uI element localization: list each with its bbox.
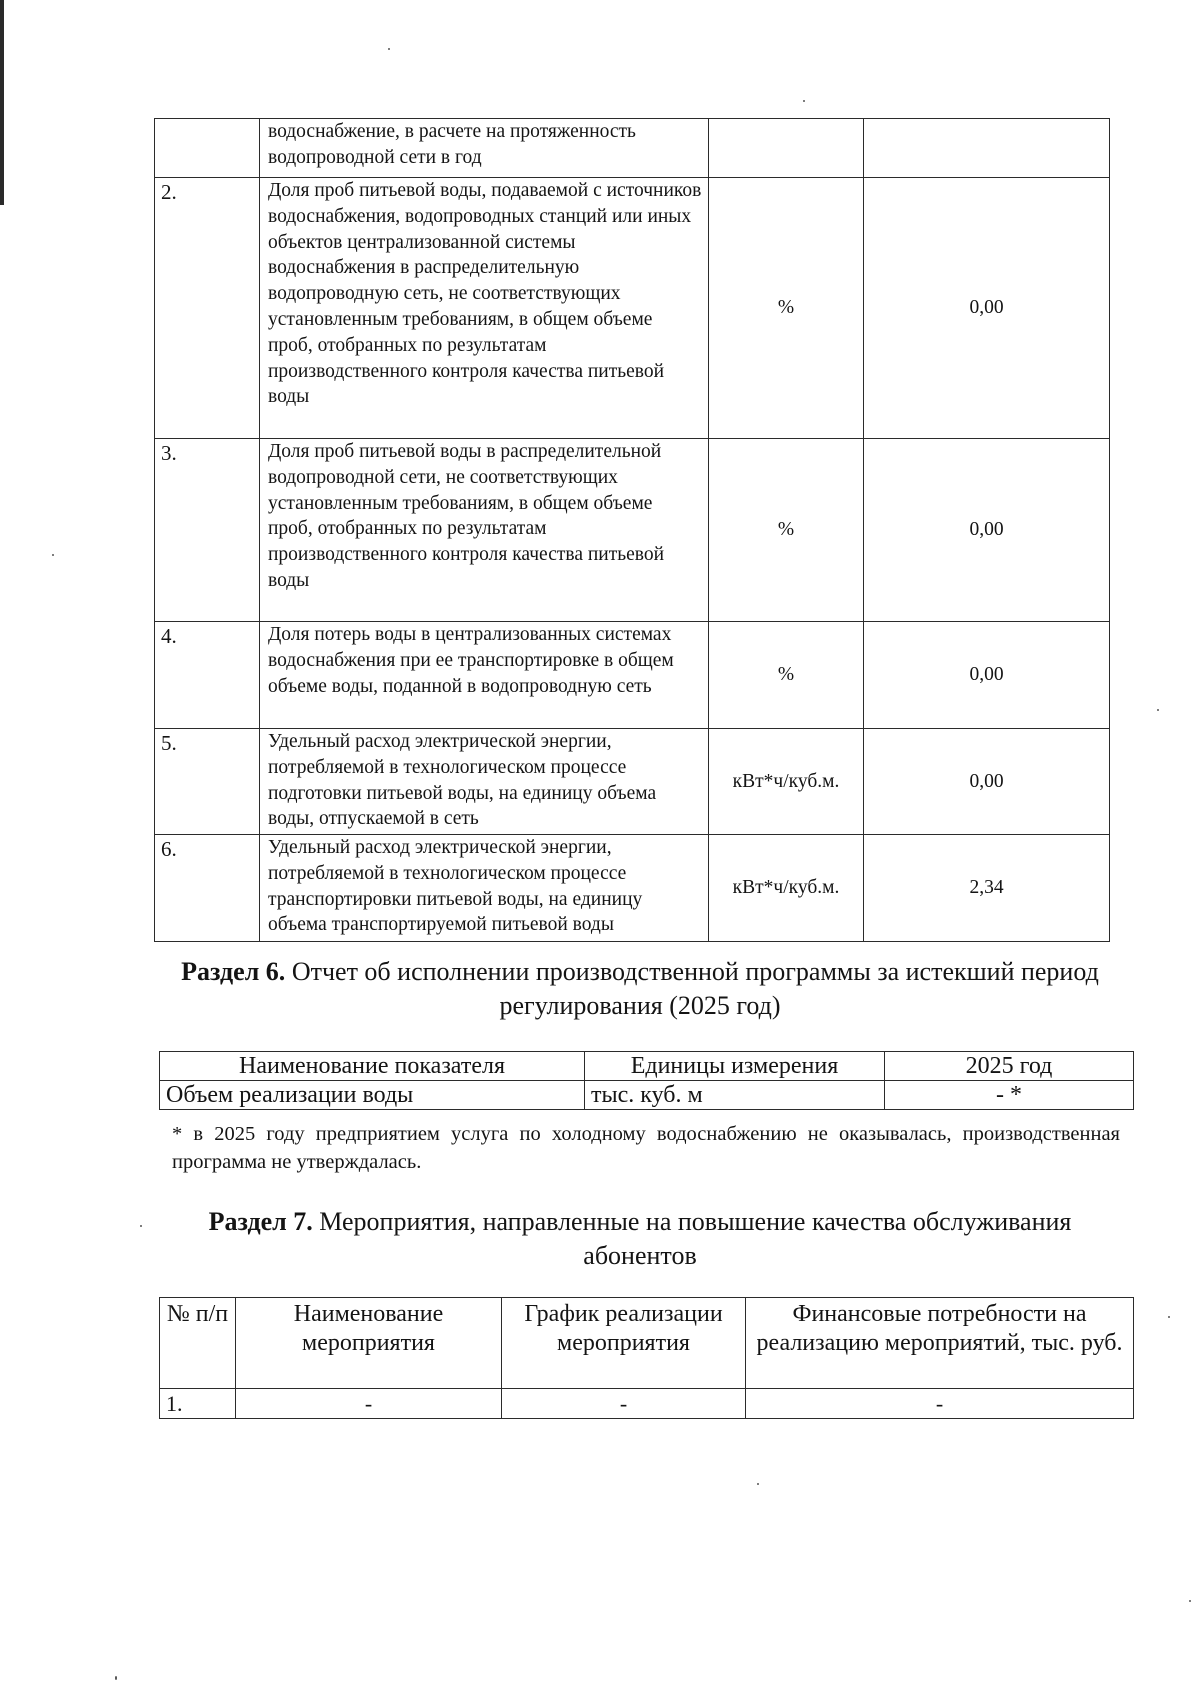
column-header: 2025 год [885, 1052, 1134, 1081]
scan-speck [52, 554, 54, 556]
table-row [160, 1389, 1134, 1419]
scan-edge-artifact [0, 0, 4, 205]
column-header: № п/п [160, 1298, 236, 1389]
row-number: 4. [155, 622, 260, 729]
indicator-unit: % [709, 439, 864, 622]
indicator-unit: % [709, 622, 864, 729]
indicator-value [864, 119, 1110, 178]
indicator-name: Доля проб питьевой воды в распределительной водопроводной сети, не соответствующих установленным требованиям, в общем объеме проб, отобранных по результатам производственного контроля качества питьевой воды [260, 439, 709, 622]
indicator-name: Удельный расход электрической энергии, потребляемой в технологическом процессе подготовки питьевой воды, на единицу объема воды, отпускаемой в сеть [260, 729, 709, 835]
indicator-value: 0,00 [864, 622, 1110, 729]
indicator-name: Объем реализации воды [160, 1081, 585, 1110]
column-header: Наименование показателя [160, 1052, 585, 1081]
table-row [155, 439, 1110, 622]
indicator-name: Доля потерь воды в централизованных системах водоснабжения при ее транспортировке в общем объеме воды, поданной в водопроводную сеть [260, 622, 709, 729]
column-header: Единицы измерения [585, 1052, 885, 1081]
section-7-heading [160, 1205, 1120, 1273]
column-header: Наименование мероприятия [236, 1298, 502, 1389]
scan-speck [757, 1483, 759, 1485]
table-row [155, 119, 1110, 178]
table-row [155, 835, 1110, 942]
scan-speck [803, 100, 805, 102]
table-header-row [160, 1298, 1134, 1389]
table-row [155, 178, 1110, 439]
footnote: * в 2025 году предприятием услуга по холодному водоснабжению не оказывалась, производственная программа не утверждалась. [172, 1123, 1120, 1173]
production-program-table [159, 1051, 1134, 1110]
scan-speck [140, 1225, 142, 1227]
row-number: 2. [155, 178, 260, 439]
row-number: 1. [160, 1389, 236, 1419]
column-header: График реализации мероприятия [502, 1298, 746, 1389]
section-7-label: Раздел 7. [208, 1207, 313, 1236]
table-row [155, 622, 1110, 729]
table-row [160, 1081, 1134, 1110]
table-row [155, 729, 1110, 835]
section-6-heading [160, 955, 1120, 1023]
indicator-value: 0,00 [864, 178, 1110, 439]
scan-speck [1189, 1600, 1191, 1602]
indicator-name: Доля проб питьевой воды, подаваемой с источников водоснабжения, водопроводных станций или иных объектов централизованной системы водоснабжения в распределительную водопроводную сеть, не соответствующих установленным требованиям, в общем объеме проб, отобранных по результатам производственного контроля качества питьевой воды [260, 178, 709, 439]
row-number: 3. [155, 439, 260, 622]
indicator-unit: кВт*ч/куб.м. [709, 835, 864, 942]
scan-speck [1168, 1316, 1170, 1318]
measure-schedule: - [502, 1389, 746, 1419]
indicator-unit [709, 119, 864, 178]
indicator-value: - * [885, 1081, 1134, 1110]
column-header: Финансовые потребности на реализацию мероприятий, тыс. руб. [746, 1298, 1134, 1389]
scan-speck [115, 1676, 117, 1680]
scan-speck [388, 48, 390, 50]
section-7-title: Мероприятия, направленные на повышение качества обслуживания абонентов [319, 1207, 1072, 1270]
indicator-value: 0,00 [864, 439, 1110, 622]
table-header-row [160, 1052, 1134, 1081]
indicator-unit: тыс. куб. м [585, 1081, 885, 1110]
scan-speck [1157, 709, 1159, 711]
indicator-name: Удельный расход электрической энергии, потребляемой в технологическом процессе транспортировки питьевой воды, на единицу объема транспортируемой питьевой воды [260, 835, 709, 942]
indicators-table [154, 118, 1110, 942]
row-number [155, 119, 260, 178]
section-6-label: Раздел 6. [181, 957, 286, 986]
indicator-unit: кВт*ч/куб.м. [709, 729, 864, 835]
section-6-title: Отчет об исполнении производственной программы за истекший период регулирования (2025 год) [291, 957, 1099, 1020]
indicator-value: 0,00 [864, 729, 1110, 835]
indicator-name: водоснабжение, в расчете на протяженность водопроводной сети в год [260, 119, 709, 178]
row-number: 5. [155, 729, 260, 835]
measures-table [159, 1297, 1134, 1419]
row-number: 6. [155, 835, 260, 942]
indicator-value: 2,34 [864, 835, 1110, 942]
indicator-unit: % [709, 178, 864, 439]
measure-name: - [236, 1389, 502, 1419]
measure-finance: - [746, 1389, 1134, 1419]
